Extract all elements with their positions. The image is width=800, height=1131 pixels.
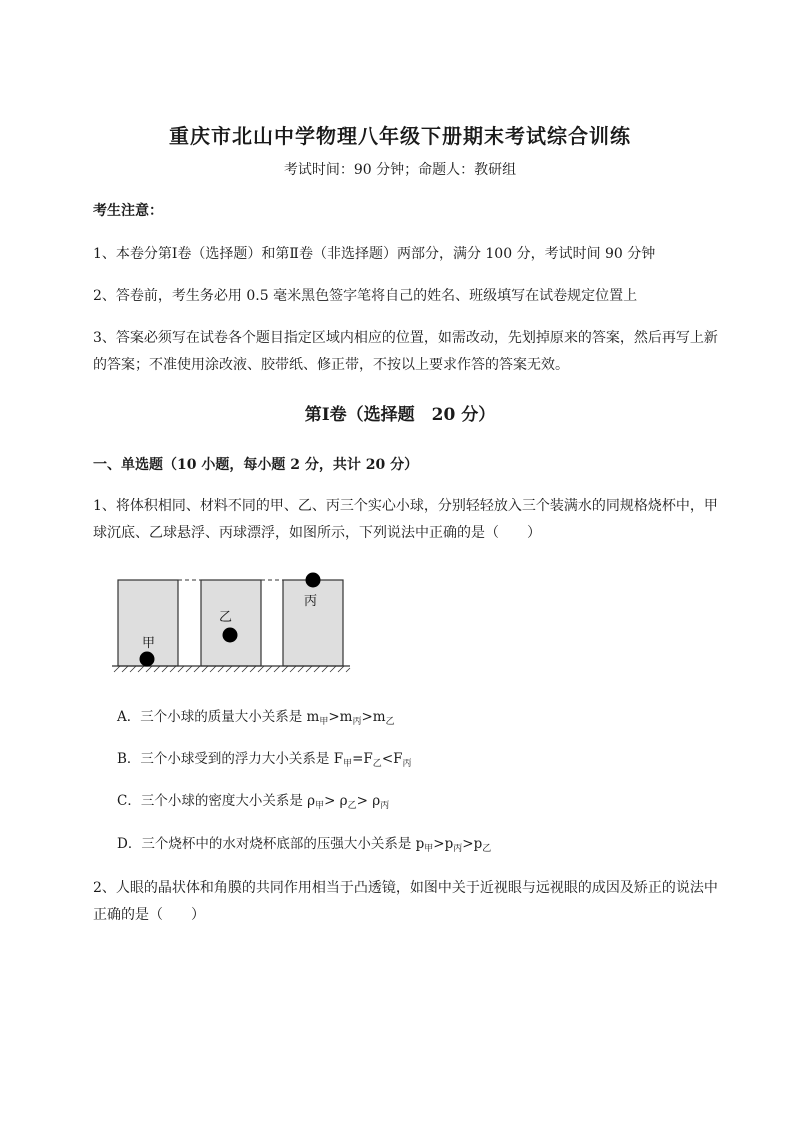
ball-a: [140, 652, 155, 667]
beakers-figure: [112, 570, 352, 680]
option-b[interactable]: B．三个小球受到的浮力大小关系是 $F_甲=F_乙<F_丙$: [117, 751, 412, 769]
ground-hatch: [114, 666, 350, 672]
page-title: 重庆市北山中学物理八年级下册期末考试综合训练: [169, 124, 631, 148]
label-a: 甲: [142, 636, 156, 651]
option-c[interactable]: C．三个小球的密度大小关系是 $\rho_甲> \rho_乙> \rho_丙$: [117, 793, 390, 811]
label-c: 丙: [304, 594, 318, 609]
option-a[interactable]: A．三个小球的质量大小关系是 $m_甲>m_丙>m_乙$: [117, 709, 395, 727]
notice-heading: 考生注意：: [93, 203, 163, 219]
question-1-stem: 1、将体积相同、材料不同的甲、乙、丙三个实心小球，分别轻轻放入三个装满水的同规格烧杯中，甲: [93, 498, 718, 514]
question-1-stem-cont: 球沉底、乙球悬浮、丙球漂浮，如图所示，下列说法中正确的是（ ）: [93, 525, 541, 541]
ball-b: [223, 628, 238, 643]
notice-item-1: 1、本卷分第Ⅰ卷（选择题）和第Ⅱ卷（非选择题）两部分，满分 100 分，考试时间 90 分钟: [93, 246, 656, 262]
notice-item-2: 2、答卷前，考生务必用 0.5 毫米黑色签字笔将自己的姓名、班级填写在试卷规定位置上: [93, 288, 638, 304]
question-2-stem-cont: 正确的是（ ）: [93, 907, 205, 923]
beaker-c: [283, 580, 343, 666]
option-d[interactable]: D．三个烧杯中的水对烧杯底部的压强大小关系是 $p_甲>p_丙>p_乙$: [117, 836, 492, 854]
ball-c: [306, 573, 321, 588]
question-2-stem: 2、人眼的晶状体和角膜的共同作用相当于凸透镜，如图中关于近视眼与远视眼的成因及矫正的说法中: [93, 880, 718, 896]
section-title: 第Ⅰ卷（选择题 20 分）: [304, 405, 496, 425]
part-heading: 一、单选题（10 小题，每小题 2 分，共计 20 分）: [93, 457, 419, 473]
notice-item-3-cont: 的答案；不准使用涂改液、胶带纸、修正带，不按以上要求作答的答案无效。: [93, 357, 569, 373]
label-b: 乙: [219, 610, 233, 625]
notice-item-3: 3、答案必须写在试卷各个题目指定区域内相应的位置，如需改动，先划掉原来的答案，然后再写上新: [93, 330, 718, 346]
exam-info: 考试时间：90 分钟；命题人：教研组: [283, 162, 517, 178]
